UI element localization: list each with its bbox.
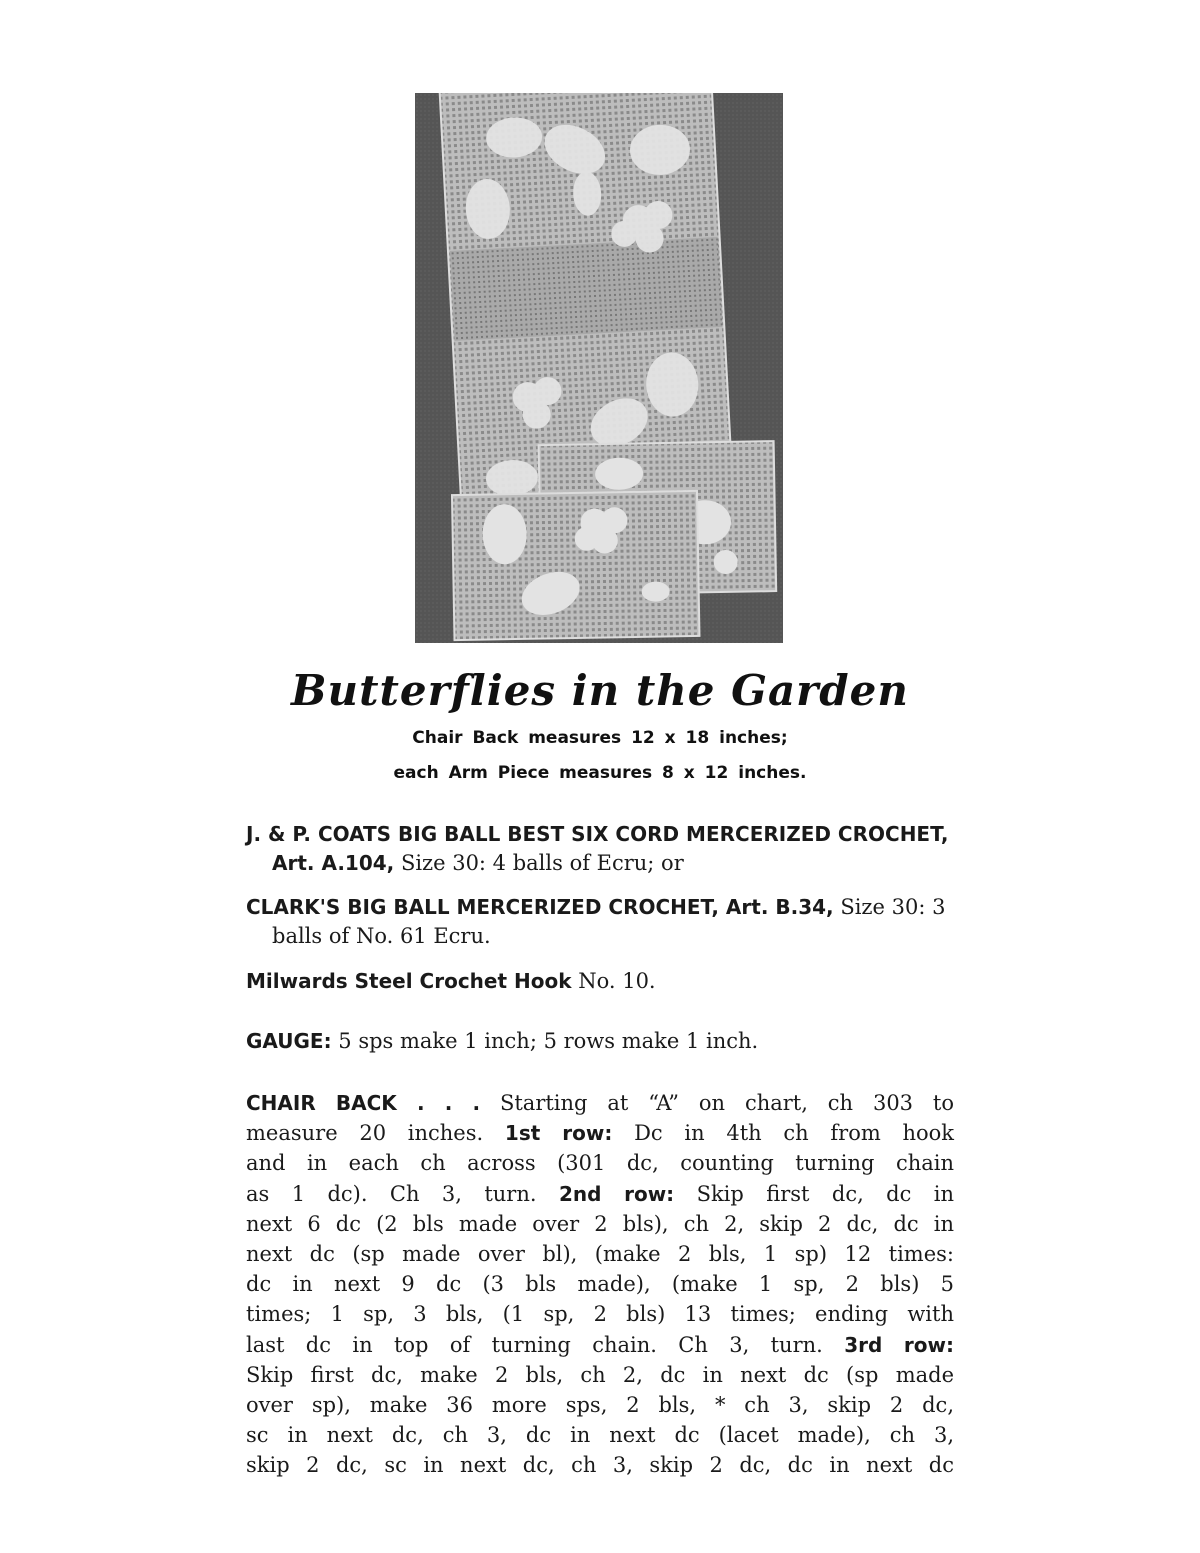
instruction-text: and in each ch across (301 dc, counting turning chain	[246, 1151, 954, 1176]
instruction-text: measure 20 inches.	[246, 1121, 505, 1146]
instruction-line	[246, 1269, 954, 1299]
material-clarks-qty: Size 30: 3 balls of No. 61 Ecru.	[272, 895, 946, 948]
instruction-text: times; 1 sp, 3 bls, (1 sp, 2 bls) 13 times; ending with	[246, 1302, 954, 1327]
material-clarks-name: CLARK'S BIG BALL MERCERIZED CROCHET, Art. B.34,	[246, 895, 834, 919]
instruction-text: over sp), make 36 more sps, 2 bls, * ch 3, skip 2 dc,	[246, 1392, 954, 1417]
instruction-text: dc in next 9 dc (3 bls made), (make 1 sp, 2 bls) 5	[246, 1272, 954, 1297]
hook-size: No. 10.	[571, 969, 656, 993]
instruction-text: next 6 dc (2 bls made over 2 bls), ch 2, skip 2 dc, dc in	[246, 1211, 954, 1236]
doilies-illustration	[415, 93, 783, 643]
row-label: 1st row:	[504, 1121, 613, 1146]
instruction-line	[246, 1390, 954, 1420]
row-label: 3rd row:	[844, 1332, 955, 1357]
gauge-line	[246, 1027, 954, 1056]
instruction-text: Skip first dc, dc in	[674, 1181, 954, 1206]
instruction-text: sc in next dc, ch 3, dc in next dc (lacet made), ch 3,	[246, 1423, 954, 1448]
instruction-line	[246, 1299, 954, 1329]
page-title: Butterflies in the Garden	[291, 666, 909, 715]
instruction-line	[246, 1148, 954, 1178]
instruction-text: skip 2 dc, sc in next dc, ch 3, skip 2 dc, dc in next dc	[246, 1453, 954, 1478]
material-coats	[246, 820, 954, 878]
material-coats-qty: Size 30: 4 balls of Ecru; or	[394, 851, 684, 875]
instruction-text: last dc in top of turning chain. Ch 3, turn.	[246, 1332, 845, 1357]
instruction-line	[246, 1450, 954, 1480]
instruction-text: next dc (sp made over bl), (make 2 bls, 1 sp) 12 times:	[246, 1241, 954, 1266]
instruction-line	[246, 1088, 954, 1118]
gauge-label: GAUGE:	[246, 1029, 332, 1053]
hook-name: Milwards Steel Crochet Hook	[246, 969, 572, 993]
chair-back-instructions	[246, 1088, 954, 1480]
row-label: 2nd row:	[558, 1181, 675, 1206]
subtitle-chair-size: Chair Back measures 12 x 18 inches;	[412, 728, 788, 748]
instruction-text: as 1 dc). Ch 3, turn.	[246, 1181, 559, 1206]
instruction-line	[246, 1239, 954, 1269]
row-label: CHAIR BACK . . .	[246, 1091, 481, 1115]
instruction-line	[246, 1330, 954, 1360]
subtitle-arm-size: each Arm Piece measures 8 x 12 inches.	[393, 763, 807, 783]
crochet-photo	[415, 93, 783, 643]
instruction-text: Starting at “A” on chart, ch 303 to	[480, 1091, 954, 1115]
instruction-text: Dc in 4th ch from hook	[612, 1121, 955, 1146]
instruction-text: Skip first dc, make 2 bls, ch 2, dc in next dc (sp made	[246, 1362, 954, 1387]
instruction-line	[246, 1209, 954, 1239]
material-coats-name: J. & P. COATS BIG BALL BEST SIX CORD MERCERIZED CROCHET, Art. A.104,	[246, 822, 949, 875]
gauge-text: 5 sps make 1 inch; 5 rows make 1 inch.	[331, 1029, 759, 1053]
hook-line	[246, 967, 954, 996]
arm-piece-front-doily	[452, 491, 699, 640]
material-clarks	[246, 893, 954, 951]
instruction-line	[246, 1179, 954, 1209]
instruction-line	[246, 1360, 954, 1390]
instruction-line	[246, 1420, 954, 1450]
instruction-line	[246, 1118, 954, 1148]
